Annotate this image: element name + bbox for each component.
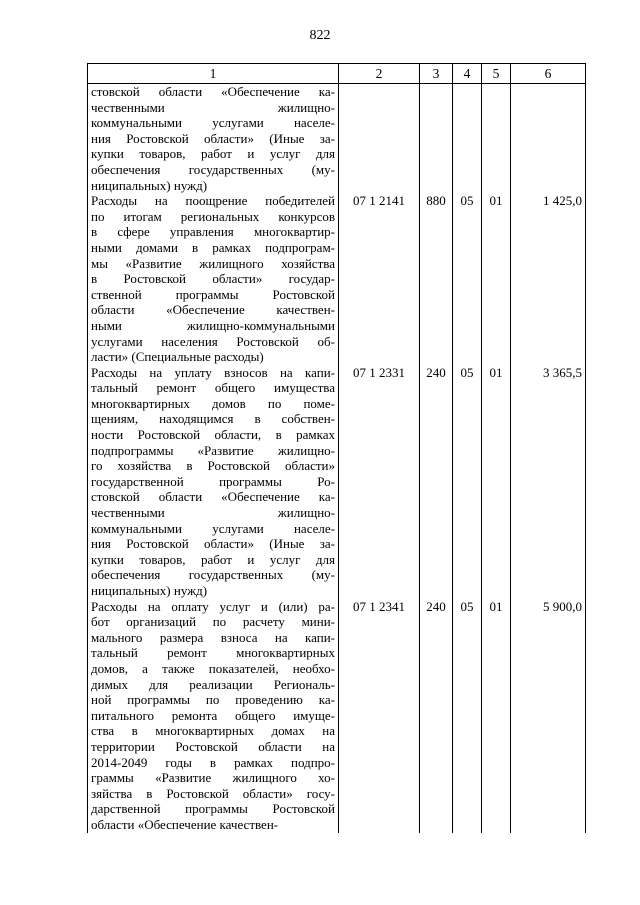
- description-line: ственной программы Ростовской: [91, 286, 335, 302]
- row-description: [88, 84, 339, 194]
- description-line: ной программы по проведению ка-: [91, 692, 335, 708]
- description-line: коммунальными услугами населе-: [91, 115, 335, 131]
- description-line: ния Ростовской области» (Иные за-: [91, 130, 335, 146]
- table-row: [88, 599, 586, 833]
- row-amount: 1 425,0: [511, 193, 586, 365]
- description-line: купки товаров, работ и услуг для: [91, 551, 335, 567]
- column-header-type: 3: [420, 64, 453, 84]
- column-header-subsection: 5: [482, 64, 511, 84]
- description-line: услугами населения Ростовской об-: [91, 333, 335, 349]
- description-line: территории Ростовской области на: [91, 738, 335, 754]
- description-line: ности Ростовской области, в рамках: [91, 427, 335, 443]
- description-line: купки товаров, работ и услуг для: [91, 146, 335, 162]
- description-line: бот организаций по расчету мини-: [91, 614, 335, 630]
- row-expense-type: 240: [420, 599, 453, 833]
- description-line: щениям, находящимся в собствен-: [91, 411, 335, 427]
- row-expense-type: 240: [420, 365, 453, 599]
- description-line: обеспечения государственных (му-: [91, 567, 335, 583]
- description-line: государственной программы Ро-: [91, 473, 335, 489]
- column-header-section: 4: [453, 64, 482, 84]
- description-line: в Ростовской области» государ-: [91, 271, 335, 287]
- description-line: стовской области «Обеспечение ка-: [91, 489, 335, 505]
- description-line: Расходы на оплату услуг и (или) ра-: [91, 598, 335, 614]
- description-line: тальный ремонт многоквартирных: [91, 645, 335, 661]
- description-line: граммы «Развитие жилищного хо-: [91, 770, 335, 786]
- table-body: [88, 84, 586, 833]
- description-line: зяйства в Ростовской области» госу-: [91, 785, 335, 801]
- description-line: ниципальных) нужд): [91, 583, 208, 598]
- description-line: многоквартирных домов по поме-: [91, 395, 335, 411]
- row-expense-type: [420, 84, 453, 194]
- row-subsection: 01: [482, 599, 511, 833]
- description-line: по итогам региональных конкурсов: [91, 208, 335, 224]
- row-section: 05: [453, 365, 482, 599]
- row-target-code: 07 1 2341: [339, 599, 420, 833]
- description-line: домов, а также показателей, необхо-: [91, 660, 335, 676]
- description-line: ласти» (Специальные расходы): [91, 349, 264, 365]
- description-line: го хозяйства в Ростовской области»: [91, 458, 335, 474]
- description-line: чественными жилищно-: [91, 99, 335, 115]
- description-line: ными жилищно-коммунальными: [91, 317, 335, 333]
- description-line: мального размера взноса на капи-: [91, 629, 335, 645]
- description-line: тальный ремонт общего имущества: [91, 380, 335, 396]
- row-description: [88, 599, 339, 833]
- description-line: подпрограммы «Развитие жилищно-: [91, 442, 335, 458]
- column-header-amount: 6: [511, 64, 586, 84]
- column-header-name: 1: [88, 64, 339, 84]
- row-amount: 3 365,5: [511, 365, 586, 599]
- description-line: стовской области «Обеспечение ка-: [91, 84, 335, 99]
- description-line: Расходы на поощрение победителей: [91, 193, 335, 209]
- table-row: [88, 84, 586, 194]
- row-expense-type: 880: [420, 193, 453, 365]
- description-line: ния Ростовской области» (Иные за-: [91, 536, 335, 552]
- row-section: 05: [453, 193, 482, 365]
- description-line: 2014-2049 годы в рамках подпро-: [91, 754, 335, 770]
- row-amount: [511, 84, 586, 194]
- description-line: димых для реализации Региональ-: [91, 676, 335, 692]
- description-line: области «Обеспечение качествен-: [91, 816, 279, 832]
- description-line: Расходы на уплату взносов на капи-: [91, 364, 335, 380]
- row-target-code: 07 1 2331: [339, 365, 420, 599]
- column-header-target: 2: [339, 64, 420, 84]
- row-subsection: 01: [482, 365, 511, 599]
- row-section: [453, 84, 482, 194]
- description-line: мы «Развитие жилищного хозяйства: [91, 255, 335, 271]
- description-line: ниципальных) нужд): [91, 177, 208, 193]
- description-line: в сфере управления многоквартир-: [91, 224, 335, 240]
- row-amount: 5 900,0: [511, 599, 586, 833]
- table-row: [88, 193, 586, 365]
- row-section: 05: [453, 599, 482, 833]
- description-line: питального ремонта общего имуще-: [91, 707, 335, 723]
- row-description: [88, 365, 339, 599]
- description-line: обеспечения государственных (му-: [91, 161, 335, 177]
- budget-table: [87, 63, 586, 833]
- description-line: ными домами в рамках подпрограм-: [91, 239, 335, 255]
- description-line: чественными жилищно-: [91, 505, 335, 521]
- description-line: области «Обеспечение качествен-: [91, 302, 335, 318]
- row-target-code: [339, 84, 420, 194]
- row-description: [88, 193, 339, 365]
- table-row: [88, 365, 586, 599]
- description-line: коммунальными услугами населе-: [91, 520, 335, 536]
- description-line: ства в многоквартирных домах на: [91, 723, 335, 739]
- row-target-code: 07 1 2141: [339, 193, 420, 365]
- row-subsection: [482, 84, 511, 194]
- row-subsection: 01: [482, 193, 511, 365]
- page-number: 822: [309, 28, 331, 43]
- table-header-row: [88, 64, 586, 84]
- description-line: дарственной программы Ростовской: [91, 801, 335, 817]
